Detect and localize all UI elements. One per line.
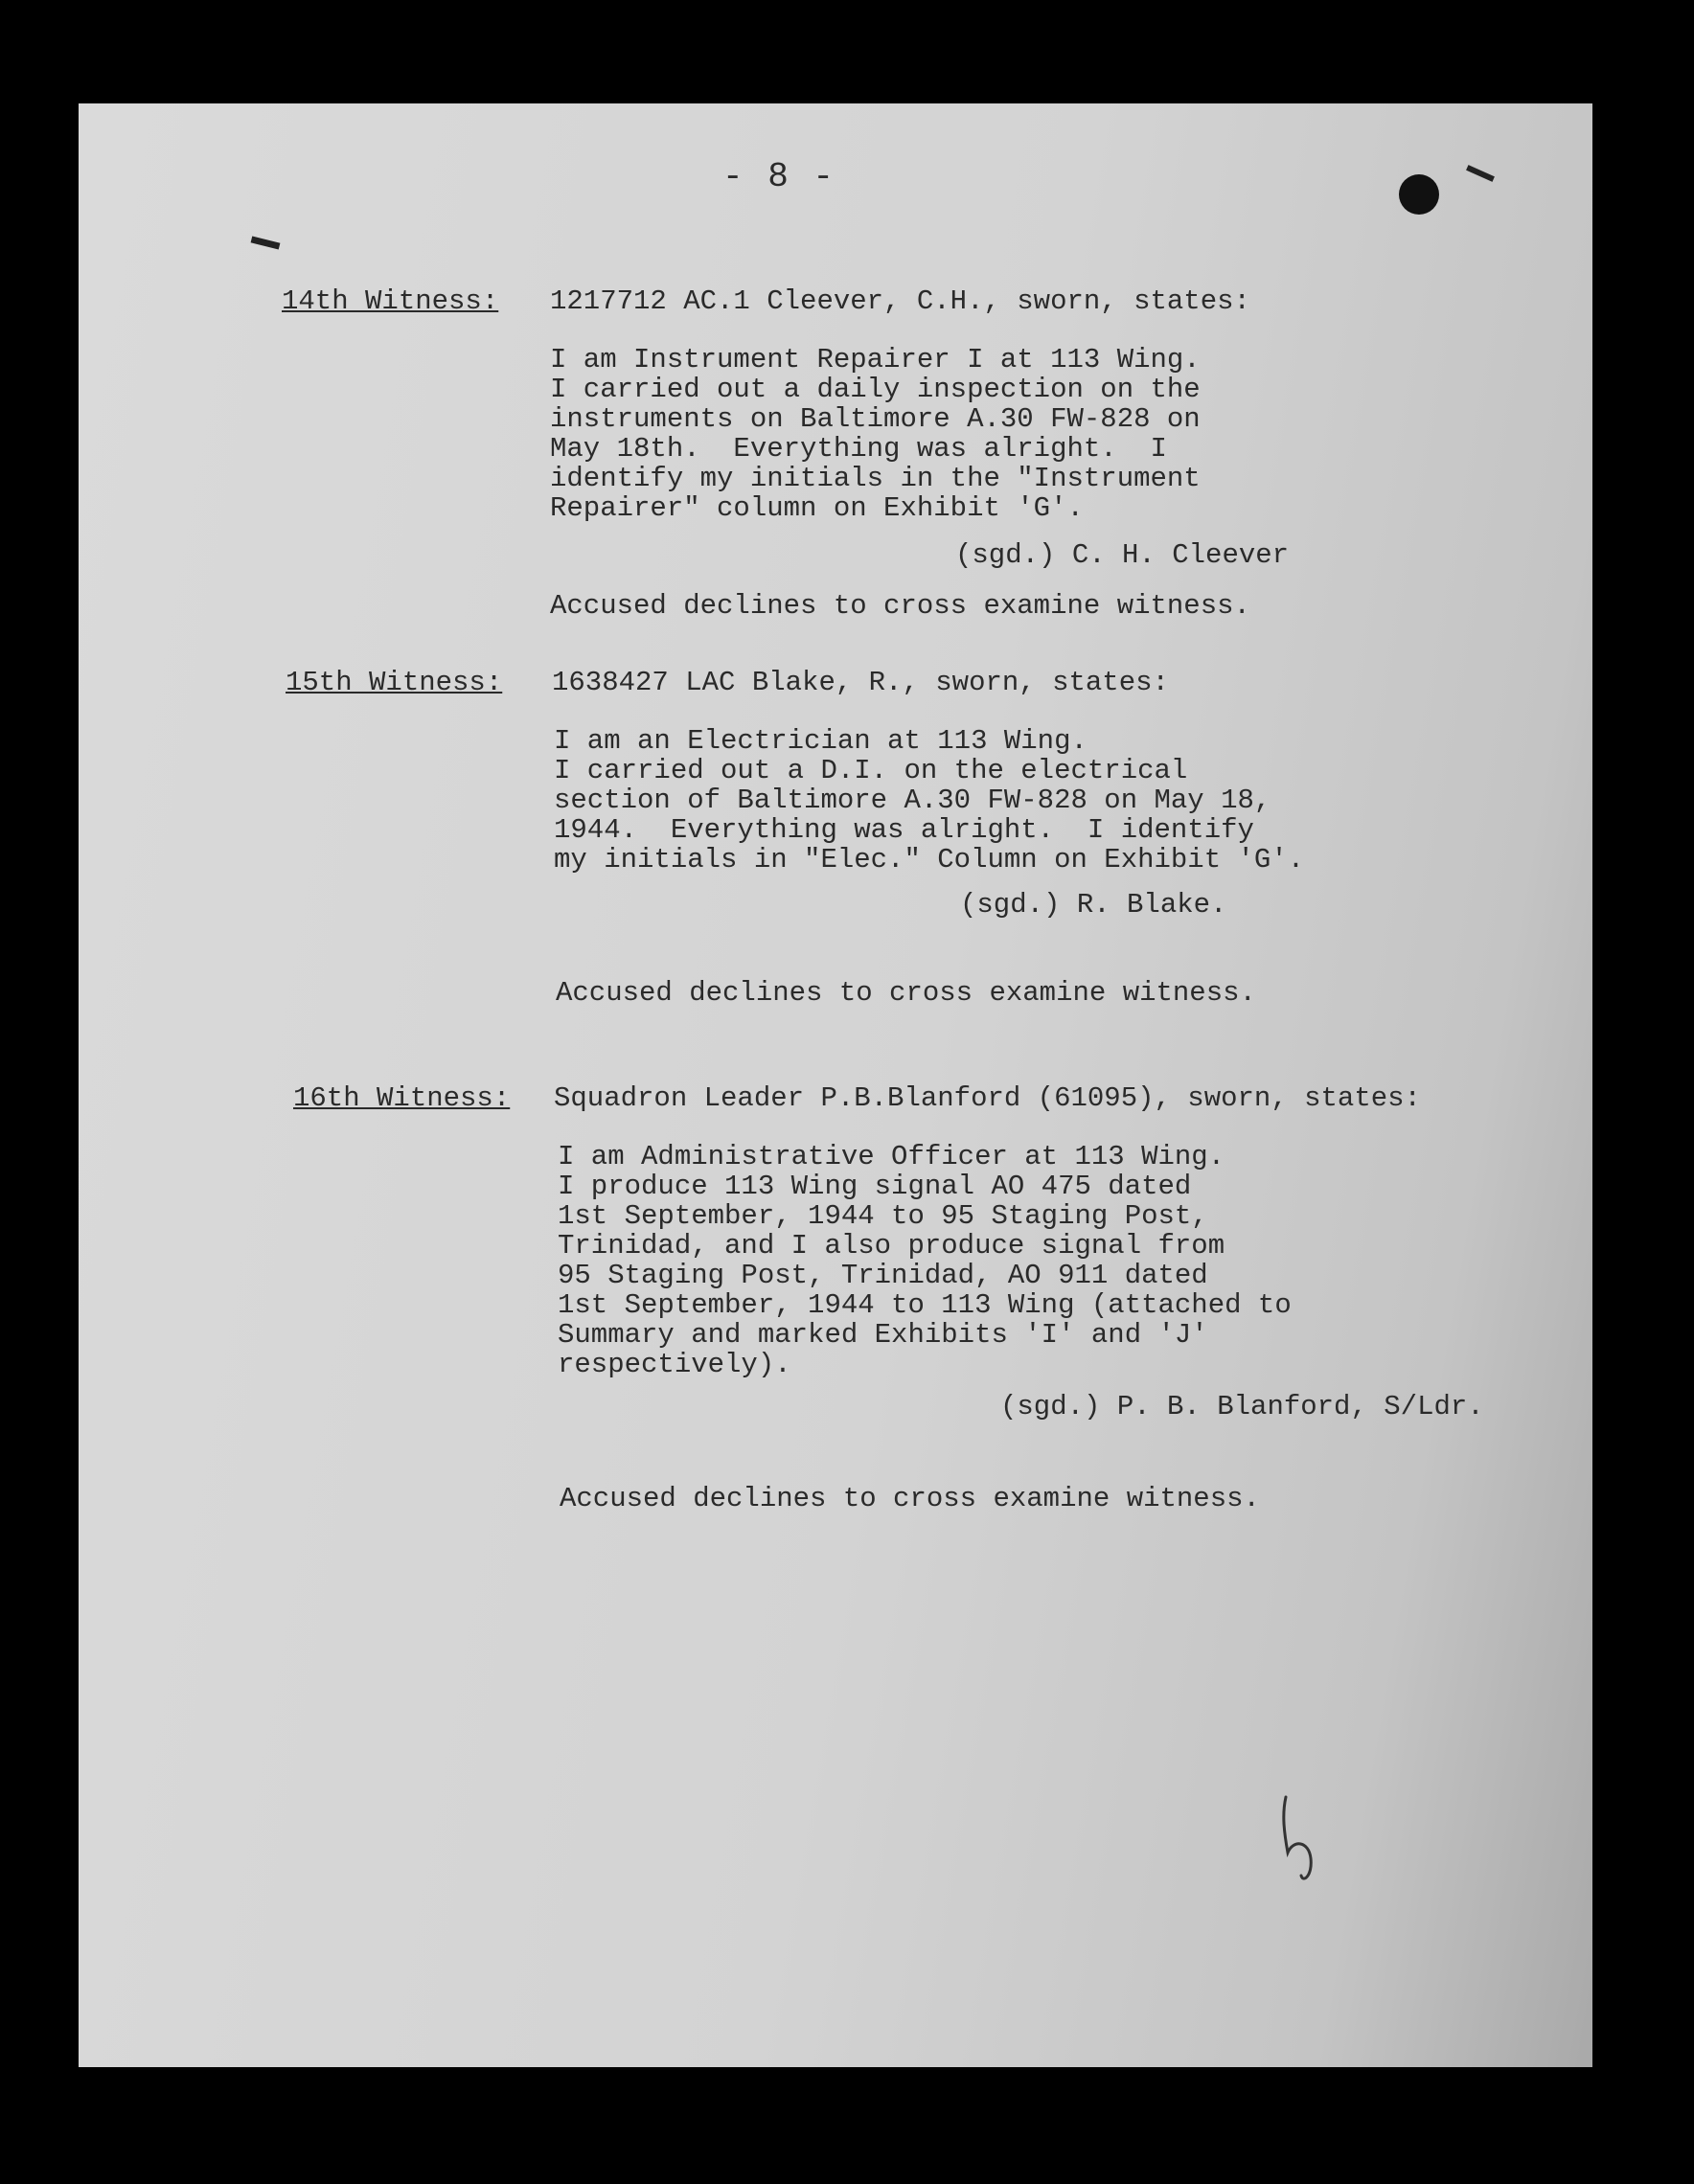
witness-remark: Accused declines to cross examine witness. — [550, 590, 1250, 622]
ink-mark — [251, 236, 281, 249]
punch-hole — [1399, 174, 1439, 215]
witness-statement: I am Administrative Officer at 113 Wing. I produce 113 Wing signal AO 475 dated 1st September, 1944 to 95 Staging Post, Trinidad, and I also produce signal from 95 Staging Post, Trinidad, AO 911 dated 1st September, 1944 to 113 Wing (attached to Summary and marked Exhibits 'I' and 'J' respectively). — [558, 1141, 1292, 1380]
witness-label: 15th Witness: — [286, 667, 503, 698]
witness-heading: 1638427 LAC Blake, R., sworn, states: — [552, 667, 1169, 698]
witness-label: 14th Witness: — [282, 285, 499, 317]
witness-statement: I am Instrument Repairer I at 113 Wing. I carried out a daily inspection on the instruments on Baltimore A.30 FW-828 on May 18th. Everything was alright. I identify my initials in the "Instrument Repairer" column on Exhibit 'G'. — [550, 344, 1201, 524]
witness-heading: 1217712 AC.1 Cleever, C.H., sworn, states: — [550, 285, 1250, 317]
witness-heading: Squadron Leader P.B.Blanford (61095), sworn, states: — [554, 1082, 1421, 1114]
witness-remark: Accused declines to cross examine witness. — [560, 1483, 1260, 1514]
witness-signature: (sgd.) P. B. Blanford, S/Ldr. — [1000, 1391, 1484, 1422]
ink-mark — [1466, 165, 1495, 182]
page-number: - 8 - — [722, 157, 836, 196]
handwritten-mark — [1274, 1793, 1332, 1889]
witness-statement: I am an Electrician at 113 Wing. I carried out a D.I. on the electrical section of Baltimore A.30 FW-828 on May 18, 1944. Everything was alright. I identify my initials in "Elec." Column on Exhibit 'G'. — [554, 725, 1305, 876]
document-page — [79, 103, 1592, 2067]
witness-remark: Accused declines to cross examine witness. — [556, 977, 1256, 1009]
witness-signature: (sgd.) R. Blake. — [960, 889, 1227, 921]
witness-label: 16th Witness: — [293, 1082, 511, 1114]
witness-signature: (sgd.) C. H. Cleever — [955, 539, 1290, 571]
